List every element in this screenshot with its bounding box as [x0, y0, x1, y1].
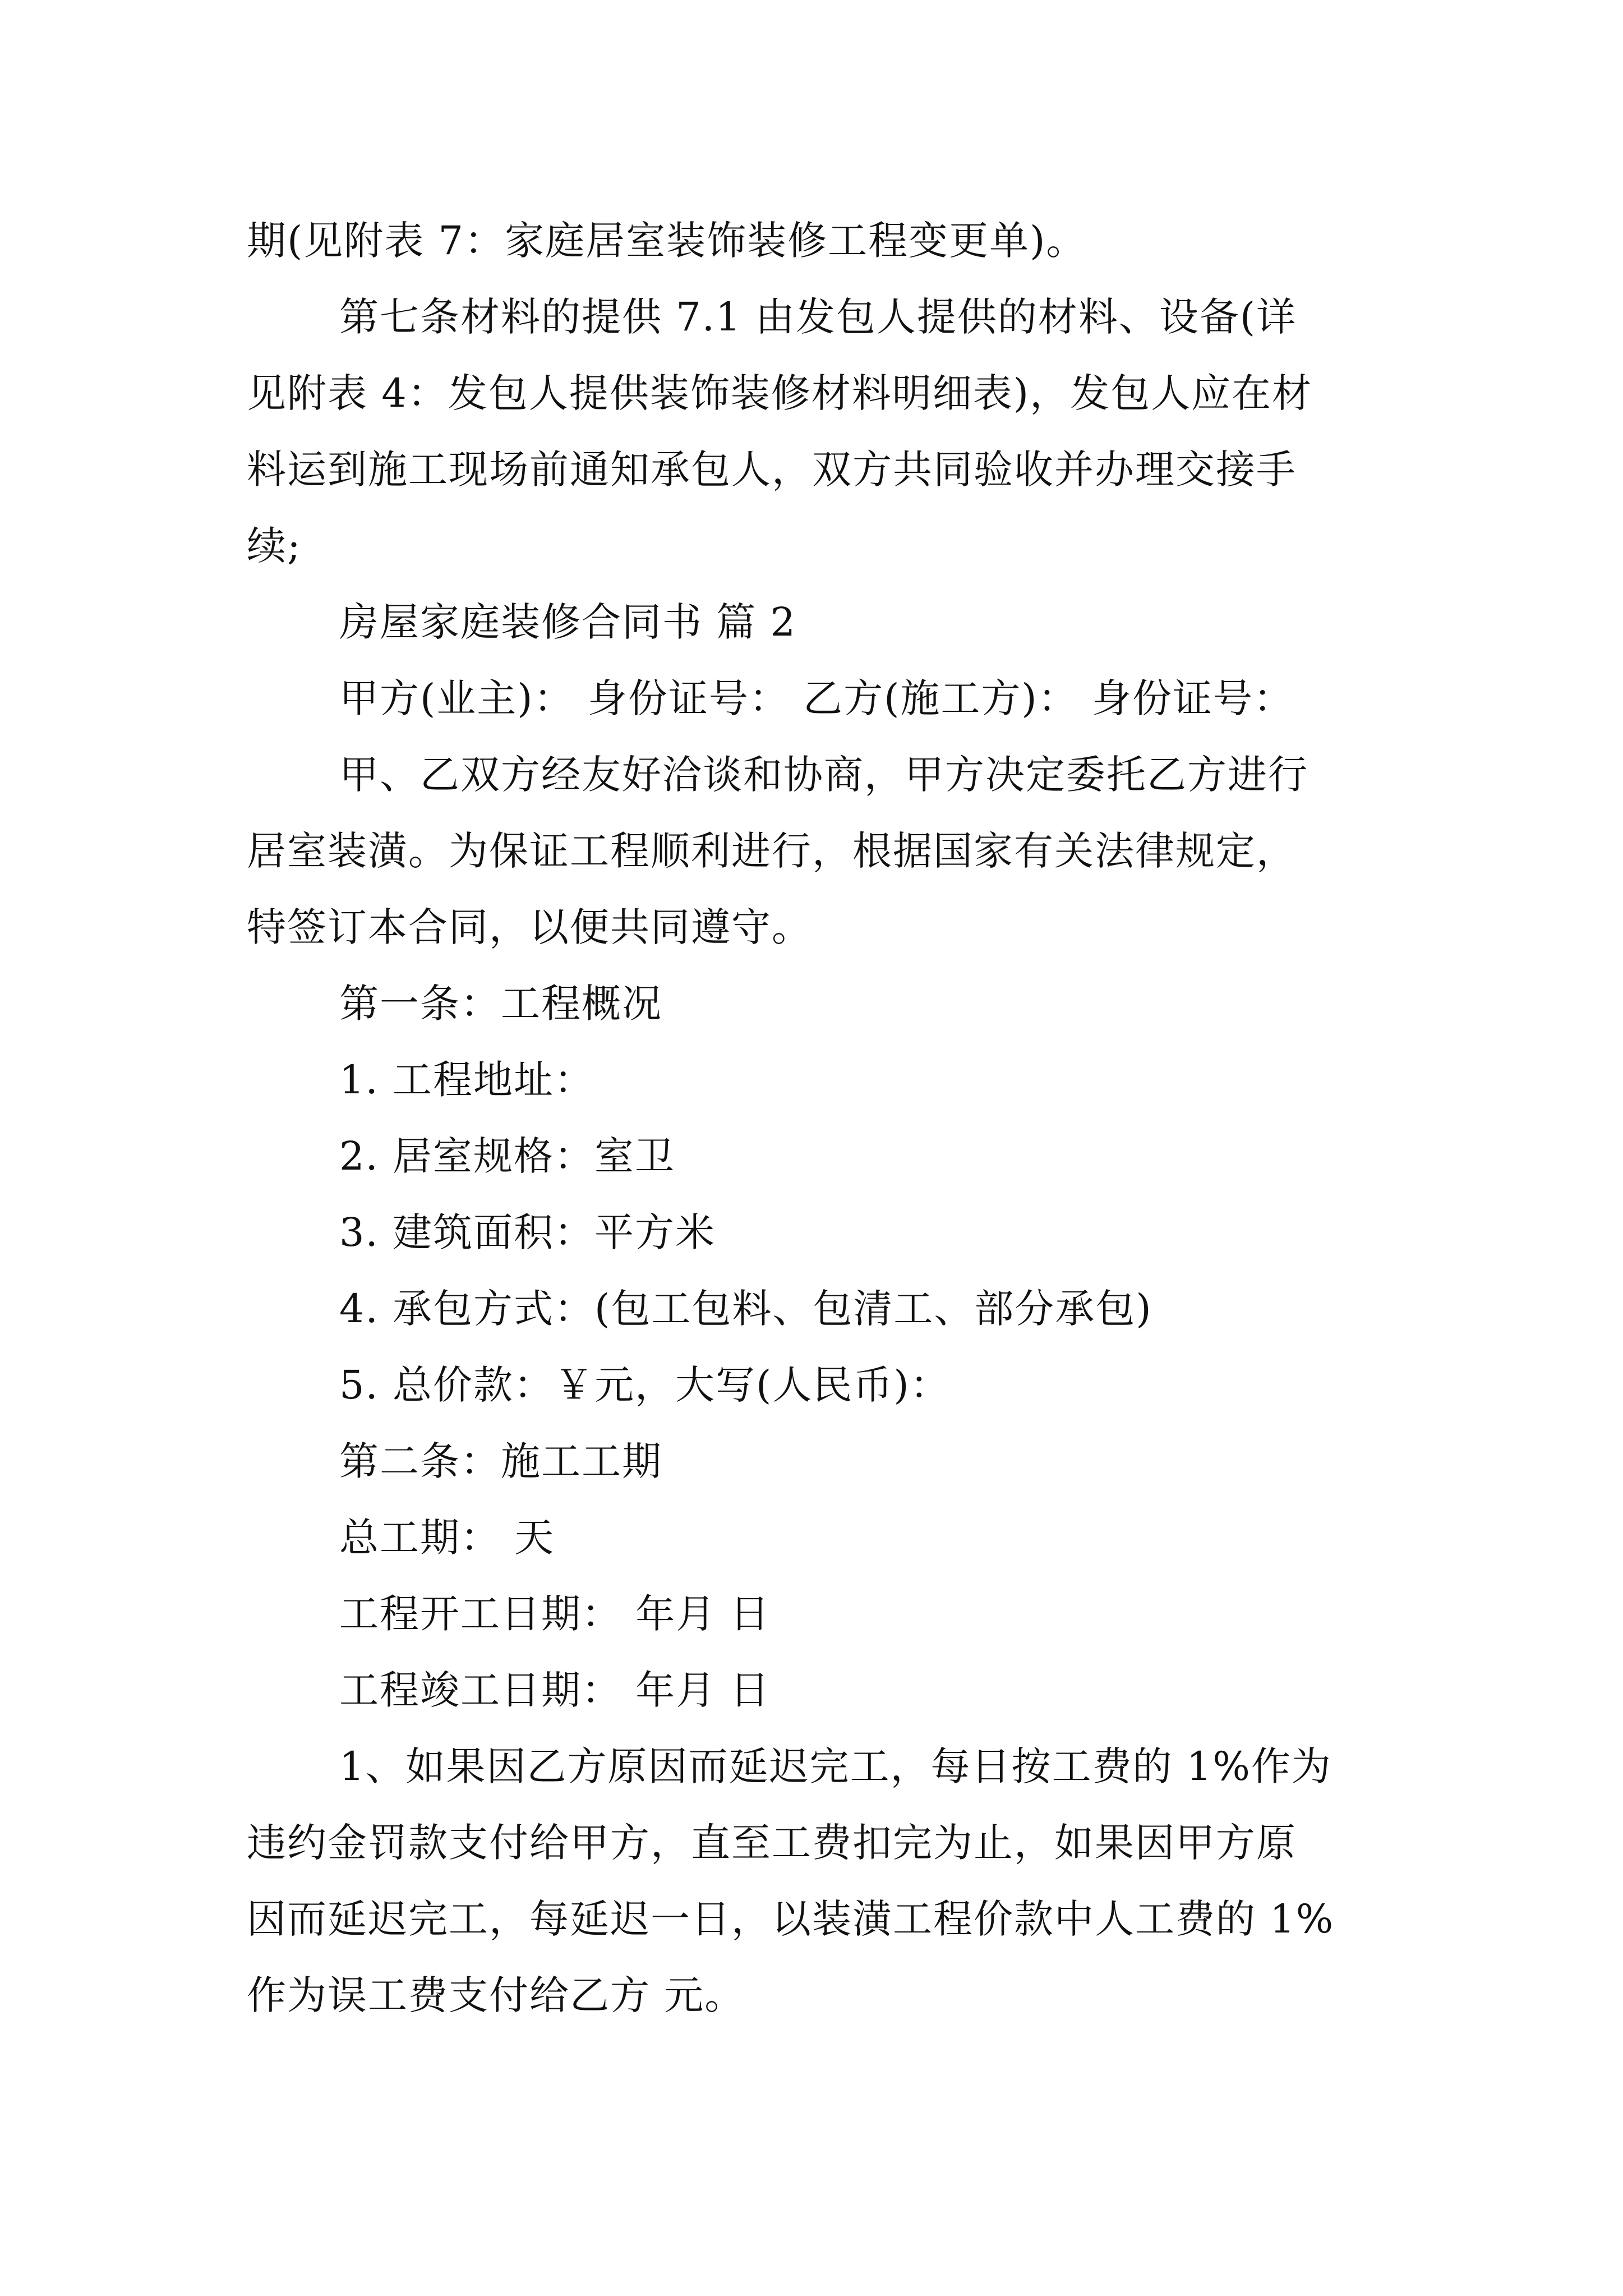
text-line: 甲、乙双方经友好洽谈和协商，甲方决定委托乙方进行: [339, 752, 1308, 798]
text-line: 总工期： 天: [339, 1515, 555, 1561]
text-line: 因而延迟完工，每延迟一日，以装潢工程价款中人工费的 1%: [247, 1896, 1335, 1942]
text-line: 居室装潢。为保证工程顺利进行，根据国家有关法律规定，: [247, 828, 1297, 874]
text-line: 续;: [247, 523, 302, 569]
section-heading: 房屋家庭装修合同书 篇 2: [339, 599, 797, 645]
list-item: 1. 工程地址：: [339, 1057, 595, 1103]
text-line: 见附表 4：发包人提供装饰装修材料明细表)，发包人应在材: [247, 370, 1313, 416]
article-heading: 第二条：施工工期: [339, 1438, 662, 1484]
text-line: 甲方(业主)： 身份证号： 乙方(施工方)： 身份证号：: [339, 675, 1294, 721]
text-line: 工程竣工日期： 年月 日: [339, 1667, 771, 1713]
text-line: 期(见附表 7：家庭居室装饰装修工程变更单)。: [247, 218, 1087, 264]
text-line: 工程开工日期： 年月 日: [339, 1591, 771, 1637]
text-line: 1、如果因乙方原因而延迟完工，每日按工费的 1%作为: [339, 1743, 1332, 1789]
text-line: 第七条材料的提供 7.1 由发包人提供的材料、设备(详: [339, 294, 1297, 340]
list-item: 4. 承包方式：(包工包料、包清工、部分承包): [339, 1286, 1152, 1332]
list-item: 3. 建筑面积：平方米: [339, 1209, 716, 1255]
text-line: 特签订本合同，以便共同遵守。: [247, 904, 812, 950]
article-heading: 第一条：工程概况: [339, 981, 662, 1027]
text-line: 作为误工费支付给乙方 元。: [247, 1972, 745, 2018]
list-item: 2. 居室规格：室卫: [339, 1133, 676, 1179]
text-line: 料运到施工现场前通知承包人，双方共同验收并办理交接手: [247, 447, 1297, 493]
list-item: 5. 总价款：￥元，大写(人民币)：: [339, 1362, 951, 1408]
text-line: 违约金罚款支付给甲方，直至工费扣完为止，如果因甲方原: [247, 1820, 1297, 1866]
